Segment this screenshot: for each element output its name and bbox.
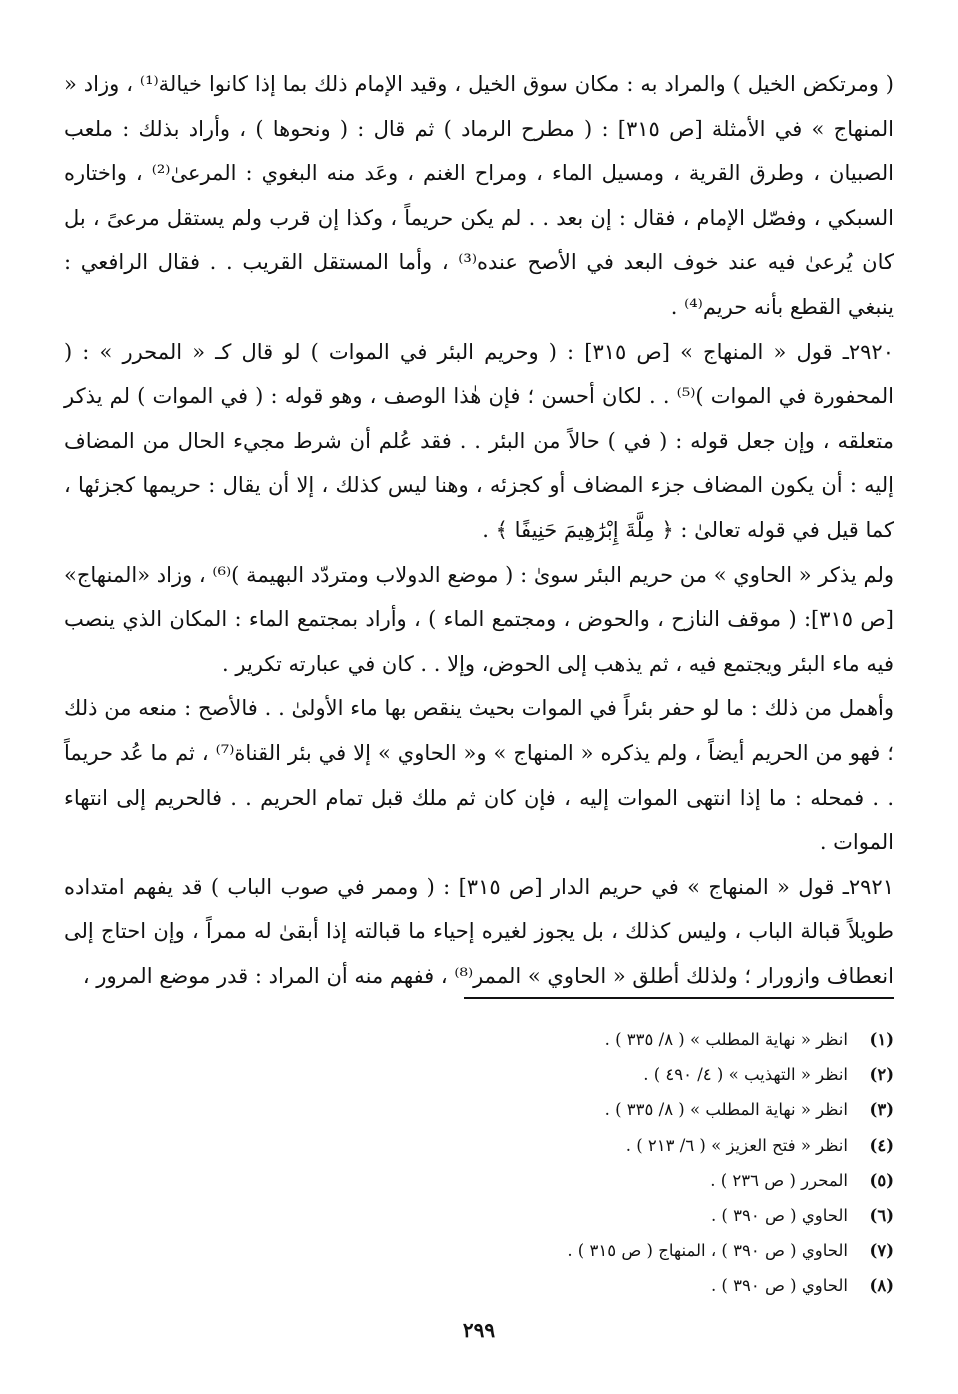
paragraph-2921: ٢٩٢١ـ قول « المنهاج » في حريم الدار [ص ٣١٥] : ( وممر في صوب الباب ) قد يفهم امتداده طويلاً قبالة الباب ، وليس كذلك ، بل يجوز لغيره إحياء ما قبالته إذا أبقىٰ له ممراً ، وإن احتاج إلى انعطاف وازورار ؛ ولذلك أطلق « الحاوي » الممر⁽⁸⁾ ، ففهم منه أن المراد : قدر موضع المرور ،: [64, 874, 894, 988]
footnote-8: [64, 1268, 894, 1303]
footnote-divider: [464, 997, 894, 999]
paragraph-3: ولم يذكر « الحاوي » من حريم البئر سوىٰ : ( موضع الدولاب ومتردّد البهيمة )⁽⁶⁾ ، وزاد «المنهاج» [ص ٣١٥]: ( موقف النازح ، والحوض ، ومجتمع الماء ) ، وأراد بمجتمع الماء : المكان الذي ينصب فيه ماء البئر ويجتمع فيه ، ثم يذهب إلى الحوض، وإلا . . كان في عبارته تكرير .: [64, 562, 894, 676]
paragraph-1: ( ومرتكض الخيل ) والمراد به : مكان سوق الخيل ، وقيد الإمام ذلك بما إذا كانوا خيالة⁽¹⁾ ، وزاد « المنهاج » في الأمثلة [ص ٣١٥] : ( مطرح الرماد ) ثم قال : ( ونحوها ) ، وأراد بذلك : ملعب الصبيان ، وطرق القرية ، ومسيل الماء ، ومراح الغنم ، وعَد منه البغوي : المرعىٰ⁽²⁾ ، واختاره السبكي ، وفصّل الإمام ، فقال : إن بعد . . لم يكن حريماً ، وكذا إن قرب ولم يستقل مرعىً ، بل كان يُرعىٰ فيه عند خوف البعد في الأصح عنده⁽³⁾ ، وأما المستقل القريب . . فقال الرافعي : ينبغي القطع بأنه حريم⁽⁴⁾ .: [64, 72, 895, 319]
footnote-3: [64, 1092, 894, 1127]
footnote-number: (٦): [869, 1206, 894, 1226]
footnote-number: (٢): [869, 1065, 894, 1085]
footnote-text: المحرر ( ص ٢٣٦ ) .: [710, 1170, 848, 1190]
footnote-number: (٤): [869, 1135, 894, 1155]
footnotes-list: [64, 1022, 894, 1304]
footnote-2: [64, 1057, 894, 1092]
footnote-number: (٧): [869, 1241, 894, 1261]
paragraph-4: وأهمل من ذلك : ما لو حفر بئراً في الموات بحيث ينقص بها ماء الأولىٰ . . فالأصح : منعه من ذلك ؛ فهو من الحريم أيضاً ، ولم يذكره « المنهاج » و« الحاوي » إلا في بئر القناة⁽⁷⁾ ، ثم ما عُد حريماً . . فمحله : ما إذا انتهى الموات إليه ، فإن كان ثم ملك قبل تمام الحريم . . فالحريم إلى انتهاء الموات .: [64, 696, 894, 855]
footnote-text: الحاوي ( ص ٣٩٠ ) .: [710, 1206, 848, 1226]
footnote-1: [64, 1022, 894, 1057]
main-text: [64, 62, 894, 998]
footnote-text: انظر « فتح العزيز » ( ٦/ ٢١٣ ) .: [625, 1135, 848, 1155]
footnote-4: [64, 1128, 894, 1163]
footnote-text: انظر « نهاية المطلب » ( ٨/ ٣٣٥ ) .: [604, 1030, 848, 1049]
footnote-number: (٥): [869, 1170, 894, 1190]
footnote-5: [64, 1163, 894, 1198]
footnote-text: الحاوي ( ص ٣٩٠ ) .: [710, 1276, 848, 1296]
paragraph-2920: ٢٩٢٠ـ قول « المنهاج » [ص ٣١٥] : ( وحريم البئر في الموات ) لو قال كـ « المحرر » : ( المحفورة في الموات )⁽⁵⁾ . . لكان أحسن ؛ فإن هٰذا الوصف ، وهو قوله : ( في الموات ) لم يذكر متعلقه ، وإن جعل قوله : ( في ) حالاً من البئر . . فقد عُلم أن شرط مجيء الحال من المضاف إليه : أن يكون المضاف جزء المضاف أو كجزئه ، وهنا ليس كذلك ، إلا أن يقال : حريمها كجزئها ، كما قيل في قوله تعالىٰ : ﴿ مِلَّةَ إِبْرَٰهِيمَ حَنِيفًا ﴾ .: [64, 339, 894, 542]
footnote-number: (٨): [869, 1276, 894, 1296]
footnote-text: الحاوي ( ص ٣٩٠ ) ، المنهاج ( ص ٣١٥ ) .: [567, 1241, 848, 1261]
footnote-text: انظر « التهذيب » ( ٤/ ٤٩٠ ) .: [643, 1065, 848, 1085]
footnote-text: انظر « نهاية المطلب » ( ٨/ ٣٣٥ ) .: [604, 1100, 848, 1120]
footnote-6: [64, 1198, 894, 1233]
footnote-7: [64, 1233, 894, 1268]
footnote-number: (٣): [869, 1100, 894, 1120]
footnote-number: (١): [869, 1030, 894, 1049]
page-number: ٢٩٩: [462, 1318, 496, 1342]
